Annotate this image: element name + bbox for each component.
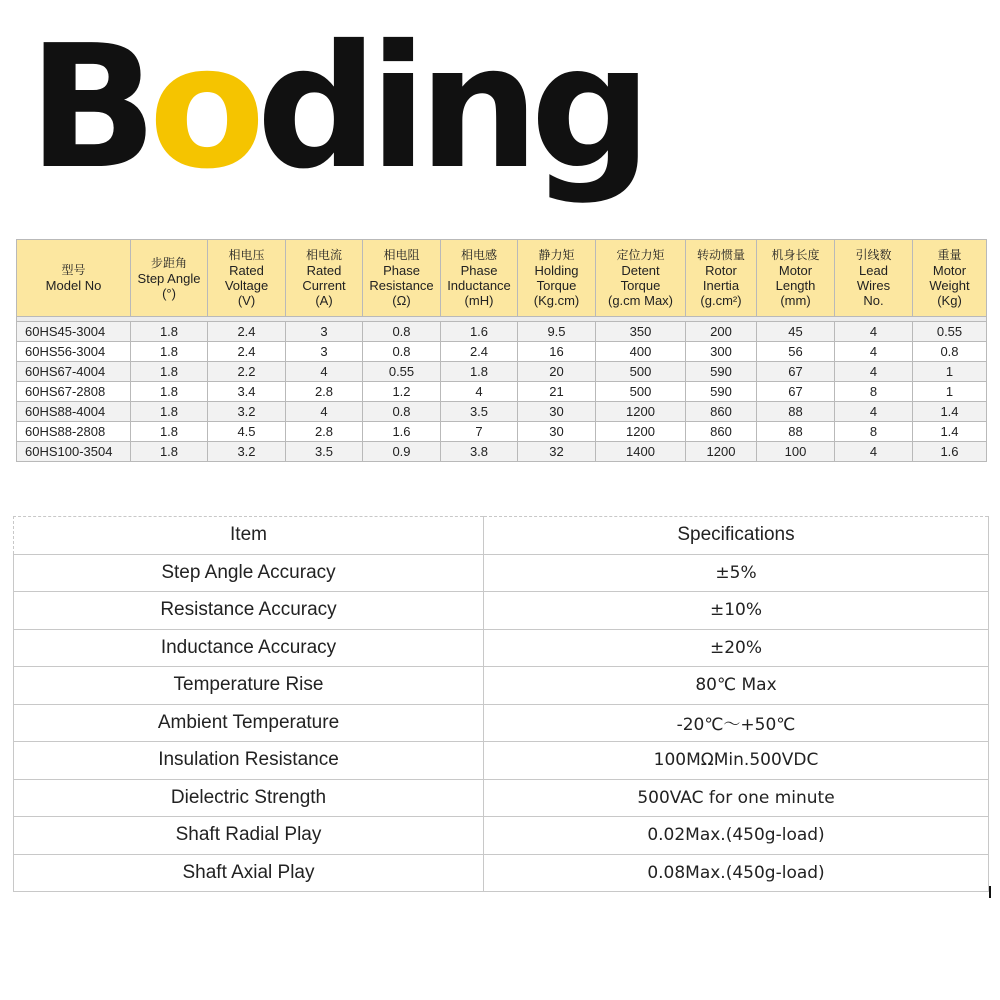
spec-value-cell: 2.2 <box>208 362 286 382</box>
spec-value-cell: 16 <box>518 342 596 362</box>
spec-value-cell: 4 <box>835 322 913 342</box>
spec-value-cell: 56 <box>757 342 835 362</box>
model-number-cell: 60HS56-3004 <box>17 342 131 362</box>
spec-value-cell: 1.8 <box>131 342 208 362</box>
spec-value-cell: 1.2 <box>363 382 441 402</box>
spec-value-cell: 4.5 <box>208 422 286 442</box>
spec-value-cell: 1.6 <box>913 442 987 462</box>
logo-letters-ding: ding <box>256 9 644 207</box>
param-table-body <box>14 554 989 892</box>
spec-value-cell: 1.6 <box>441 322 518 342</box>
header-motor-weight: 重量 Motor Weight (Kg) <box>913 240 987 317</box>
spec-value-cell: 2.4 <box>441 342 518 362</box>
param-table-row <box>14 667 989 705</box>
param-item-cell: Shaft Radial Play <box>14 817 484 855</box>
header-specifications: Specifications <box>484 517 989 555</box>
param-item-cell: Dielectric Strength <box>14 779 484 817</box>
header-phase-inductance: 相电感 Phase Inductance (mH) <box>441 240 518 317</box>
boding-logo <box>28 9 644 207</box>
spec-value-cell: 2.4 <box>208 342 286 362</box>
model-number-cell: 60HS88-2808 <box>17 422 131 442</box>
spec-value-cell: 500 <box>596 382 686 402</box>
param-item-cell: Ambient Temperature <box>14 704 484 742</box>
param-table-row <box>14 817 989 855</box>
param-table-row <box>14 854 989 892</box>
spec-value-cell: 1 <box>913 382 987 402</box>
header-holding-torque: 静力矩 Holding Torque (Kg.cm) <box>518 240 596 317</box>
param-header-row <box>14 517 989 555</box>
spec-table-row <box>17 402 987 422</box>
spec-value-cell: 1.8 <box>131 422 208 442</box>
spec-value-cell: 1200 <box>596 422 686 442</box>
spec-value-cell: 9.5 <box>518 322 596 342</box>
spec-value-cell: 4 <box>441 382 518 402</box>
spec-value-cell: 500 <box>596 362 686 382</box>
edge-marker <box>989 886 991 898</box>
model-number-cell: 60HS67-2808 <box>17 382 131 402</box>
param-spec-cell: 80℃ Max <box>484 667 989 705</box>
spec-table-row <box>17 382 987 402</box>
spec-value-cell: 2.8 <box>286 382 363 402</box>
param-table-row <box>14 704 989 742</box>
model-number-cell: 60HS45-3004 <box>17 322 131 342</box>
spec-value-cell: 300 <box>686 342 757 362</box>
header-rotor-inertia: 转动惯量 Rotor Inertia (g.cm²) <box>686 240 757 317</box>
spec-value-cell: 67 <box>757 362 835 382</box>
param-table-row <box>14 742 989 780</box>
header-detent-torque: 定位力矩 Detent Torque (g.cm Max) <box>596 240 686 317</box>
header-model-no: 型号 Model No <box>17 240 131 317</box>
param-item-cell: Temperature Rise <box>14 667 484 705</box>
header-rated-voltage: 相电压 Rated Voltage (V) <box>208 240 286 317</box>
spec-value-cell: 3.5 <box>441 402 518 422</box>
spec-table-row <box>17 422 987 442</box>
spec-value-cell: 3.5 <box>286 442 363 462</box>
spec-value-cell: 0.8 <box>913 342 987 362</box>
spec-value-cell: 590 <box>686 362 757 382</box>
spec-value-cell: 3.8 <box>441 442 518 462</box>
spec-value-cell: 30 <box>518 422 596 442</box>
spec-value-cell: 100 <box>757 442 835 462</box>
model-number-cell: 60HS67-4004 <box>17 362 131 382</box>
spec-value-cell: 350 <box>596 322 686 342</box>
param-spec-cell: ±10% <box>484 592 989 630</box>
spec-value-cell: 1.8 <box>441 362 518 382</box>
spec-value-cell: 0.8 <box>363 402 441 422</box>
spec-value-cell: 2.8 <box>286 422 363 442</box>
spec-value-cell: 860 <box>686 422 757 442</box>
spec-value-cell: 0.55 <box>363 362 441 382</box>
param-table-row <box>14 629 989 667</box>
spec-value-cell: 4 <box>835 442 913 462</box>
spec-value-cell: 200 <box>686 322 757 342</box>
model-number-cell: 60HS100-3504 <box>17 442 131 462</box>
spec-value-cell: 400 <box>596 342 686 362</box>
spec-value-cell: 3.2 <box>208 402 286 422</box>
header-phase-resistance: 相电阻 Phase Resistance (Ω) <box>363 240 441 317</box>
spec-value-cell: 4 <box>286 362 363 382</box>
param-table-row <box>14 554 989 592</box>
spec-table-row <box>17 442 987 462</box>
model-number-cell: 60HS88-4004 <box>17 402 131 422</box>
spec-value-cell: 20 <box>518 362 596 382</box>
spec-table-row <box>17 322 987 342</box>
spec-value-cell: 3.4 <box>208 382 286 402</box>
spec-value-cell: 1.8 <box>131 362 208 382</box>
spec-value-cell: 860 <box>686 402 757 422</box>
spec-value-cell: 88 <box>757 402 835 422</box>
motor-spec-table <box>16 239 987 462</box>
param-spec-cell: 0.02Max.(450g-load) <box>484 817 989 855</box>
spec-value-cell: 1.4 <box>913 402 987 422</box>
logo-letter-b: B <box>28 9 149 207</box>
param-table-row <box>14 779 989 817</box>
spec-table-row <box>17 362 987 382</box>
parameters-table <box>13 516 989 892</box>
spec-value-cell: 0.9 <box>363 442 441 462</box>
param-item-cell: Inductance Accuracy <box>14 629 484 667</box>
header-motor-length: 机身长度 Motor Length (mm) <box>757 240 835 317</box>
spec-value-cell: 0.8 <box>363 322 441 342</box>
spec-value-cell: 3 <box>286 322 363 342</box>
spec-value-cell: 8 <box>835 382 913 402</box>
param-spec-cell: 100MΩMin.500VDC <box>484 742 989 780</box>
spec-value-cell: 1400 <box>596 442 686 462</box>
param-item-cell: Resistance Accuracy <box>14 592 484 630</box>
param-spec-cell: ±20% <box>484 629 989 667</box>
spec-header-row <box>17 240 987 317</box>
spec-value-cell: 45 <box>757 322 835 342</box>
spec-value-cell: 1.4 <box>913 422 987 442</box>
spec-value-cell: 1.8 <box>131 402 208 422</box>
spec-value-cell: 1.8 <box>131 382 208 402</box>
spec-value-cell: 21 <box>518 382 596 402</box>
param-spec-cell: -20℃～+50℃ <box>484 704 989 742</box>
spec-value-cell: 4 <box>835 362 913 382</box>
spec-value-cell: 88 <box>757 422 835 442</box>
param-item-cell: Insulation Resistance <box>14 742 484 780</box>
spec-table-body <box>17 317 987 462</box>
spec-value-cell: 3 <box>286 342 363 362</box>
header-step-angle: 步距角 Step Angle (°) <box>131 240 208 317</box>
header-rated-current: 相电流 Rated Current (A) <box>286 240 363 317</box>
spec-value-cell: 32 <box>518 442 596 462</box>
param-item-cell: Step Angle Accuracy <box>14 554 484 592</box>
spec-value-cell: 0.8 <box>363 342 441 362</box>
spec-value-cell: 4 <box>286 402 363 422</box>
spec-value-cell: 7 <box>441 422 518 442</box>
param-item-cell: Shaft Axial Play <box>14 854 484 892</box>
spec-value-cell: 1200 <box>686 442 757 462</box>
param-spec-cell: 0.08Max.(450g-load) <box>484 854 989 892</box>
header-item: Item <box>14 517 484 555</box>
spec-value-cell: 67 <box>757 382 835 402</box>
spec-value-cell: 8 <box>835 422 913 442</box>
spec-value-cell: 1 <box>913 362 987 382</box>
spec-table-row <box>17 342 987 362</box>
spec-value-cell: 2.4 <box>208 322 286 342</box>
spec-value-cell: 1.6 <box>363 422 441 442</box>
spec-value-cell: 590 <box>686 382 757 402</box>
spec-value-cell: 1200 <box>596 402 686 422</box>
spec-value-cell: 3.2 <box>208 442 286 462</box>
param-table-row <box>14 592 989 630</box>
spec-value-cell: 4 <box>835 342 913 362</box>
spec-value-cell: 0.55 <box>913 322 987 342</box>
param-spec-cell: 500VAC for one minute <box>484 779 989 817</box>
spec-value-cell: 1.8 <box>131 322 208 342</box>
spec-value-cell: 1.8 <box>131 442 208 462</box>
param-spec-cell: ±5% <box>484 554 989 592</box>
logo-letter-o-accent: o <box>148 9 257 207</box>
spec-value-cell: 4 <box>835 402 913 422</box>
spec-value-cell: 30 <box>518 402 596 422</box>
header-lead-wires: 引线数 Lead Wires No. <box>835 240 913 317</box>
